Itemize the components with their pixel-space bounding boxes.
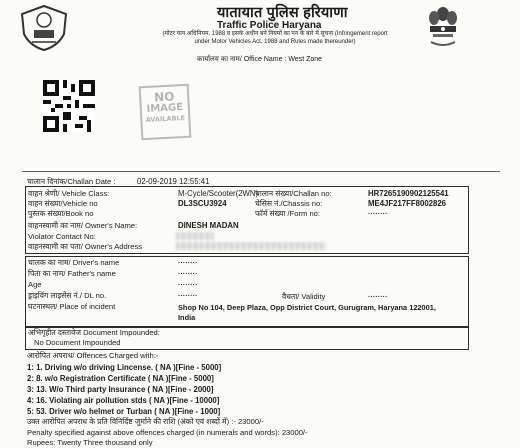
validity-value: ........: [368, 292, 388, 299]
penalty-rupees-words: Rupees: Twenty Three thousand only: [27, 438, 153, 447]
offence-item-1: 1: 1. Driving w/o driving Lincense. ( NA )[Fine - 5000]: [27, 363, 222, 372]
stamp-line1: NO: [153, 89, 175, 105]
header-divider: [22, 171, 500, 172]
ashoka-emblem: [425, 4, 461, 56]
age-label: Age: [28, 280, 42, 289]
vehicle-number-value: DL3SCU3924: [178, 199, 227, 208]
challan-date-label: चालान दिनांक/Challan Date :: [27, 177, 116, 186]
dl-no-label: ड्राइविंग लाइसेंस नं./ DL no.: [28, 291, 107, 300]
vehicle-class-value: M-Cycle/Scooter(2WN): [178, 189, 259, 198]
office-name: कार्यालय का नाम/ Office Name : West Zone: [197, 56, 323, 63]
form-no-label: फॉर्म संख्या /Form no:: [255, 209, 321, 218]
dl-no-value: ........: [178, 291, 198, 298]
challan-date-value: 02-09-2019 12:55:41: [137, 177, 210, 186]
stamp-line3: AVAILABLE: [145, 114, 186, 125]
owner-address-label: वाहनस्वामी का पता/ Owner's Address: [28, 242, 143, 251]
stamp-line2: IMAGE: [146, 101, 184, 115]
chassis-value: ME4JF217FF8002826: [368, 199, 447, 208]
no-image-available-stamp: [139, 84, 192, 141]
form-no-value: ........: [368, 209, 388, 216]
header-note-line1: (मोटर यान अधिनियम, 1988 व इसके अधीन बने नियमों का पन के बारे में सूचना (Infringement report: [162, 31, 388, 37]
penalty-hindi: उक्त आरोपित अपराध के प्रति विनिर्दिष्ट जुर्माने की राशि (अंको एवं शब्दों में) :- 23000/-: [27, 417, 264, 426]
offence-item-5: 5: 53. Driver w/o helmet or Turban ( NA )[Fine - 1000]: [27, 407, 221, 416]
place-of-incident-label: घटनास्थल/ Place of incident: [28, 302, 116, 311]
violator-contact-label: Violator Contact No:: [28, 232, 96, 241]
book-no-label: पुस्तक संख्या/Book no: [28, 209, 94, 218]
father-name-label: पिता का नाम/ Father's name: [28, 269, 116, 278]
document-impounded-value: No Document Impounded: [34, 338, 121, 347]
qr-code: [43, 80, 95, 132]
header-title-english: Traffic Police Haryana: [217, 20, 322, 31]
driver-name-label: चालक का नाम/ Driver's name: [28, 258, 120, 267]
vehicle-number-label: वाहन संख्या/Vehicle no: [28, 199, 98, 208]
driver-name-value: ........: [178, 258, 198, 265]
header-note-line2: under Motor Vehicles Act, 1988 and Rules made thereunder): [194, 39, 356, 45]
vehicle-class-label: वाहन श्रेणी/ Vehicle Class:: [28, 189, 110, 198]
penalty-english: Penalty specified against above offences charged (in numerals and words): 23000/-: [27, 428, 308, 437]
redacted-contact: [176, 232, 214, 240]
document-impounded-label: अभिगृहीत दस्तावेज Document Impounded:: [28, 328, 160, 337]
owner-name-value: DINESH MADAN: [178, 221, 239, 230]
father-name-value: ........: [178, 269, 198, 276]
age-value: ........: [178, 280, 198, 287]
offence-item-3: 3: 13. W/o Third party Insurance ( NA )[Fine - 2000]: [27, 385, 214, 394]
header-title-hindi: यातायात पुलिस हरियाणा: [217, 5, 348, 21]
chassis-label: चेसिस नं./Chassis no:: [255, 199, 323, 208]
challan-no-label: चालान संख्या/Challan no:: [255, 189, 332, 198]
offence-item-4: 4: 16. Violating air pollution stds ( NA )[Fine - 10000]: [27, 396, 220, 405]
offences-heading: आरोपित अपराध/ Offences Charged with:-: [27, 351, 159, 360]
challan-no-value: HR7265190902125541: [368, 189, 449, 198]
haryana-police-emblem: [18, 4, 70, 52]
redacted-address: [176, 242, 326, 250]
owner-name-label: वाहनस्वामी का नाम/ Owner's Name:: [28, 221, 138, 230]
offence-item-2: 2: 8. w/o Registration Certificate ( NA )[Fine - 5000]: [27, 374, 214, 383]
validity-label: वैधता/ Validity: [282, 292, 326, 301]
place-of-incident-line1: Shop No 104, Deep Plaza, Opp District Court, Gurugram, Haryana 122001,: [178, 303, 436, 312]
place-of-incident-line2: India: [178, 313, 196, 322]
